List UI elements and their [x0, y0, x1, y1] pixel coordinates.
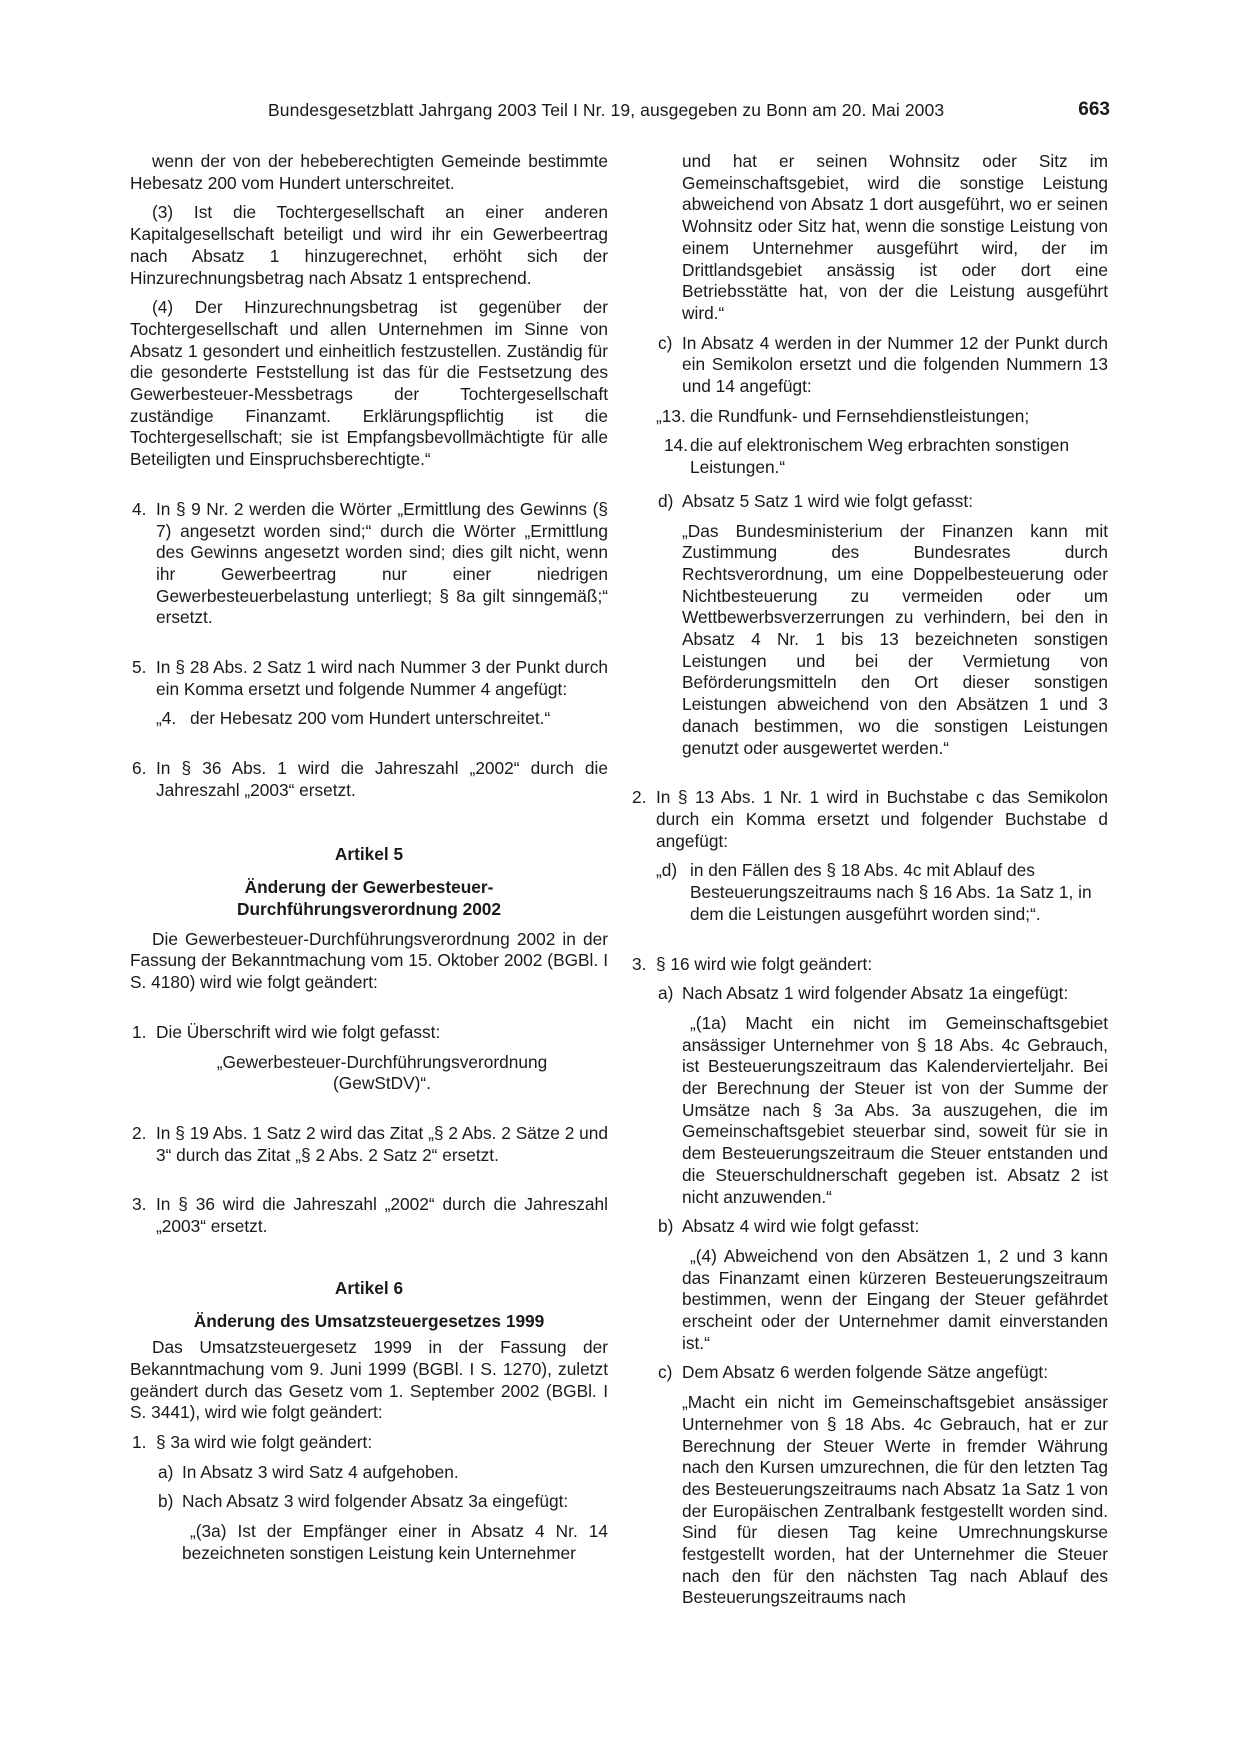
left-column — [130, 151, 608, 1564]
quoted-text: die Rundfunk- und Fernsehdienstleistungen; — [690, 405, 1030, 426]
quoted-title-line1: „Gewerbesteuer-Durchführungsverordnung — [216, 1051, 548, 1072]
sub-text: Absatz 5 Satz 1 wird wie folgt gefasst: — [682, 490, 974, 511]
list-item-6 — [130, 758, 608, 801]
quoted-text: in den Fällen des § 18 Abs. 4c mit Ablauf des Besteuerungszeitraums nach § 16 Abs. 1a Satz 1, in dem die Leistungen ausgeführt worden sind;“. — [690, 860, 1092, 924]
quoted-paragraph-1a: „(1a) Macht ein nicht im Gemeinschaftsgebiet ansässiger Unternehmer von § 18 Abs. 4c Gebrauch, ist Besteuerungszeitraum das Kalendervierteljahr. Bei der Berechnung der Steuer ist von der Summe der Umsätze nach § 3a Abs. 3a auszugehen, die im Gemeinschaftsgebiet steuerbar sind, soweit für sie in dem Besteuerungszeitraum die Steuer entstanden und die Steuerschuldnerschaft gegeben ist. Absatz 2 ist nicht anzuwenden.“ — [682, 1012, 1108, 1207]
quoted-item-d — [630, 860, 1108, 925]
list-number: 5. — [132, 657, 147, 678]
list-item-3 — [630, 954, 1108, 976]
list-number: 1. — [132, 1431, 147, 1452]
header-title: Bundesgesetzblatt Jahrgang 2003 Teil I Nr. 19, ausgegeben zu Bonn am 20. Mai 2003 — [268, 100, 945, 120]
quoted-paragraph-d: „Das Bundesministerium der Finanzen kann mit Zustimmung des Bundesrates durch Rechtsverordnung, um eine Doppelbesteuerung oder Nichtbesteuerung zu vermeiden oder um Wettbewerbsverzerrungen zu verhindern, bei den in Absatz 4 Nr. 1 bis 13 bezeichneten sonstigen Leistungen und bei der Vermietung von Beförderungsmitteln den Ort dieser sonstigen Leistungen abweichend von den Absätzen 1 und 3 danach bestimmen, wo die sonstigen Leistungen genutzt oder ausgewertet werden.“ — [682, 520, 1108, 758]
sub-item-3c — [630, 1362, 1108, 1384]
list-text: In § 13 Abs. 1 Nr. 1 wird in Buchstabe c das Semikolon durch ein Komma ersetzt und folgender Buchstabe d angefügt: — [656, 787, 1108, 851]
quoted-continuation: und hat er seinen Wohnsitz oder Sitz im Gemeinschaftsgebiet, wird die sonstige Leistung abweichend von Absatz 1 dort ausgeführt, wo er seinen Wohnsitz oder Sitz hat, wenn die sonstige Leistung von einem Unternehmer ausgeführt wird, der im Drittlandsgebiet ansässig ist oder dort eine Betriebsstätte hat, von der die Leistung ausgeführt wird.“ — [682, 151, 1108, 323]
sub-text: Nach Absatz 1 wird folgender Absatz 1a eingefügt: — [682, 983, 1069, 1004]
a5-list-item-3 — [130, 1194, 608, 1237]
list-number: 2. — [632, 787, 647, 808]
quoted-item-13 — [630, 406, 1108, 428]
sub-letter: b) — [158, 1491, 174, 1512]
quoted-number: „d) — [656, 860, 678, 881]
sub-item-d — [630, 491, 1108, 513]
page-number: 663 — [1078, 99, 1110, 120]
list-item-5 — [130, 657, 608, 700]
sub-text: Absatz 4 wird wie folgt gefasst: — [682, 1216, 920, 1237]
article-6-title: Artikel 6 — [334, 1277, 404, 1298]
quoted-paragraph-6: „Macht ein nicht im Gemeinschaftsgebiet ansässiger Unternehmer von § 18 Abs. 4c Gebrauch, hat er zur Berechnung der Steuer Werte in fremder Währung nach den Kursen umzurechnen, die für den letzten Tag des Besteuerungszeitraums nach Absatz 1a Satz 1 von der Europäischen Zentralbank festgestellt worden sind. Sind für diesen Tag keine Umrechnungskurse festgestellt worden, hat der Unternehmer die Steuer nach den für den nächsten Tag nach Ablauf des Besteuerungszeitraums nach — [682, 1392, 1108, 1608]
quoted-paragraph-3a: „(3a) Ist der Empfänger einer in Absatz 4 Nr. 14 bezeichneten sonstigen Leistung kein Unternehmer — [182, 1521, 608, 1563]
sub-letter: d) — [658, 490, 674, 511]
sub-letter: c) — [658, 1362, 673, 1383]
list-text: In § 36 Abs. 1 wird die Jahreszahl „2002“ durch die Jahreszahl „2003“ ersetzt. — [156, 758, 608, 800]
quoted-text: der Hebesatz 200 vom Hundert unterschreitet.“ — [190, 708, 551, 729]
sub-letter: a) — [158, 1461, 174, 1482]
list-text: § 16 wird wie folgt geändert: — [656, 953, 873, 974]
quoted-item — [130, 708, 608, 730]
list-number: 3. — [132, 1194, 147, 1215]
a6-sub-item-b — [130, 1491, 608, 1513]
quoted-title-line2: (GewStDV)“. — [333, 1073, 431, 1094]
a5-list-item-2 — [130, 1123, 608, 1166]
article-5-intro: Die Gewerbesteuer-Durchführungsverordnung 2002 in der Fassung der Bekanntmachung vom 15. Oktober 2002 (BGBl. I S. 4180) wird wie folgt geändert: — [130, 928, 608, 993]
sub-item-c — [630, 333, 1108, 398]
sub-letter: c) — [658, 332, 673, 353]
list-number: 6. — [132, 758, 147, 779]
article-5-subtitle-line1: Änderung der Gewerbesteuer- — [244, 877, 494, 898]
quoted-paragraph-4: „(4) Abweichend von den Absätzen 1, 2 und 3 kann das Finanzamt einen kürzeren Besteuerungszeitraum bestimmen, wenn der Eingang der Steuer gefährdet erscheint oder der Unternehmer damit einverstanden ist.“ — [682, 1245, 1108, 1353]
paragraph-4: (4) Der Hinzurechnungsbetrag ist gegenüber der Tochtergesellschaft und allen Unternehmen im Sinne von Absatz 1 gesondert und einheitlich festzustellen. Zuständig für die gesonderte Feststellung ist das für die Festsetzung des Gewerbesteuer-Messbetrags der Tochtergesellschaft zuständige Finanzamt. Erklärungspflichtig ist die Tochtergesellschaft; sie ist Empfangsbevollmächtigte für alle Beteiligten und Einspruchsberechtigte.“ — [130, 297, 608, 470]
list-number: 1. — [132, 1021, 147, 1042]
sub-text: In Absatz 4 werden in der Nummer 12 der Punkt durch ein Semikolon ersetzt und die folgenden Nummern 13 und 14 angefügt: — [682, 332, 1108, 397]
list-text: § 3a wird wie folgt geändert: — [156, 1431, 373, 1452]
paragraph-intro: wenn der von der hebeberechtigten Gemeinde bestimmte Hebesatz 200 vom Hundert unterschreitet. — [130, 151, 608, 193]
sub-text: Dem Absatz 6 werden folgende Sätze angefügt: — [682, 1362, 1049, 1383]
list-item-4 — [130, 499, 608, 629]
sub-text: Nach Absatz 3 wird folgender Absatz 3a eingefügt: — [182, 1491, 569, 1512]
list-text: In § 19 Abs. 1 Satz 2 wird das Zitat „§ 2 Abs. 2 Sätze 2 und 3“ durch das Zitat „§ 2 Abs. 2 Satz 2“ ersetzt. — [156, 1122, 608, 1165]
quoted-number: „13. — [656, 405, 686, 426]
list-text: In § 28 Abs. 2 Satz 1 wird nach Nummer 3 der Punkt durch ein Komma ersetzt und folgende Nummer 4 angefügt: — [156, 657, 608, 699]
a6-list-item-1 — [130, 1432, 608, 1454]
quoted-item-14 — [630, 435, 1108, 478]
a5-list-item-1 — [130, 1022, 608, 1044]
article-6-subtitle: Änderung des Umsatzsteuergesetzes 1999 — [193, 1311, 545, 1332]
article-6-intro: Das Umsatzsteuergesetz 1999 in der Fassung der Bekanntmachung vom 9. Juni 1999 (BGBl. I S. 1270), zuletzt geändert durch das Gesetz vom 1. September 2002 (BGBl. I S. 3441), wird wie folgt geändert: — [130, 1337, 608, 1423]
list-text: In § 36 wird die Jahreszahl „2002“ durch die Jahreszahl „2003“ ersetzt. — [156, 1194, 608, 1237]
list-number: 2. — [132, 1122, 147, 1143]
list-text: Die Überschrift wird wie folgt gefasst: — [156, 1021, 441, 1042]
a6-sub-item-a — [130, 1462, 608, 1484]
quoted-text: die auf elektronischem Weg erbrachten sonstigen Leistungen.“ — [690, 435, 1070, 478]
page-header — [128, 100, 1110, 124]
sub-text: In Absatz 3 wird Satz 4 aufgehoben. — [182, 1461, 459, 1482]
sub-item-3b — [630, 1216, 1108, 1238]
article-5-subtitle-line2: Durchführungsverordnung 2002 — [236, 898, 502, 919]
sub-item-3a — [630, 983, 1108, 1005]
list-number: 4. — [132, 498, 147, 519]
right-column — [630, 151, 1108, 1609]
sub-letter: b) — [658, 1216, 674, 1237]
list-text: In § 9 Nr. 2 werden die Wörter „Ermittlung des Gewinns (§ 7) angesetzt worden sind;“ durch die Wörter „Ermittlung des Gewinns angesetzt worden sind; dies gilt nicht, wenn ihr Gewerbeertrag nur einer niedrigen Gewerbesteuerbelastung unterliegt; § 8a gilt sinngemäß;“ ersetzt. — [156, 498, 608, 628]
list-item-2 — [630, 787, 1108, 852]
sub-letter: a) — [658, 983, 674, 1004]
quoted-number: 14. — [664, 435, 689, 456]
quoted-number: „4. — [156, 708, 177, 729]
article-5-title: Artikel 5 — [334, 843, 404, 864]
paragraph-3: (3) Ist die Tochtergesellschaft an einer anderen Kapitalgesellschaft beteiligt und wird ihr ein Gewerbeertrag nach Absatz 1 hinzugerechnet, erhöht sich der Hinzurechnungsbetrag nach Absatz 1 entsprechend. — [130, 202, 608, 288]
list-number: 3. — [632, 953, 647, 974]
